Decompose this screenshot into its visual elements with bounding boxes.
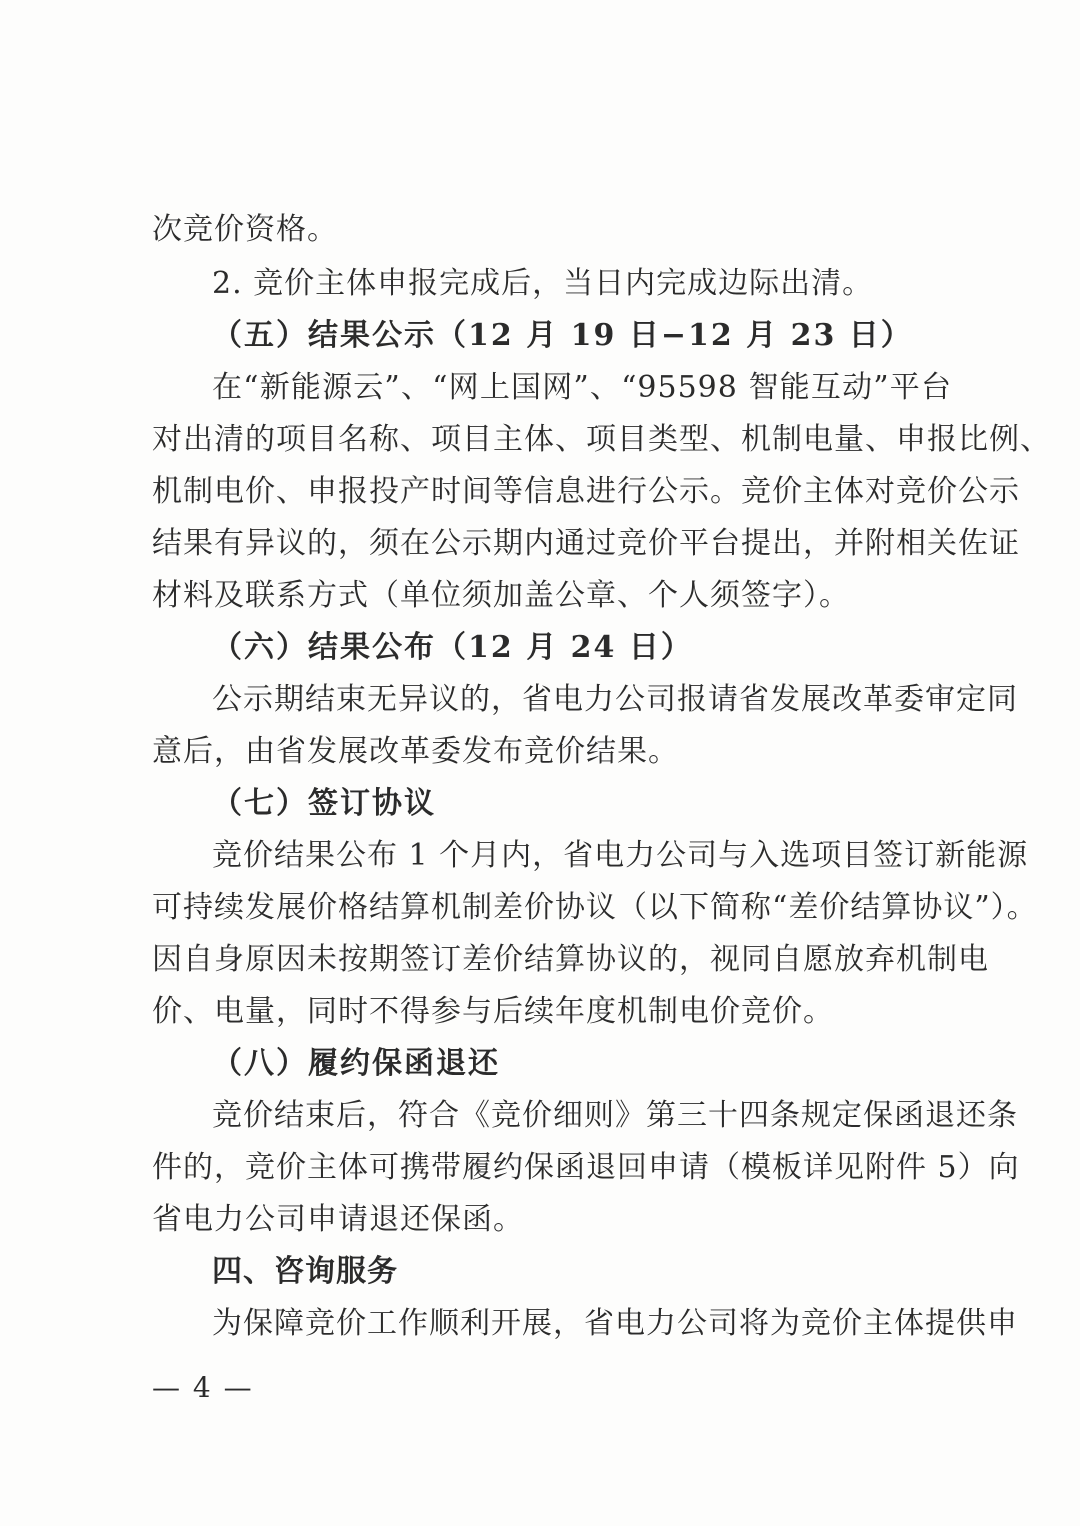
paragraph-line: 因自身原因未按期签订差价结算协议的，视同自愿放弃机制电 [152,942,989,977]
paragraph-line: 意后，由省发展改革委发布竞价结果。 [152,734,679,769]
paragraph-line: 省电力公司申请退还保函。 [152,1202,524,1237]
paragraph-line: 价、电量，同时不得参与后续年度机制电价竞价。 [152,994,834,1029]
paragraph-line: 公示期结束无异议的，省电力公司报请省发展改革委审定同 [212,682,1018,717]
paragraph-line: 对出清的项目名称、项目主体、项目类型、机制电量、申报比例、 [152,422,1051,457]
paragraph-line: 次竞价资格。 [152,212,338,247]
section-heading: （八）履约保函退还 [212,1046,500,1081]
paragraph-line: 为保障竞价工作顺利开展，省电力公司将为竞价主体提供申 [212,1306,1018,1341]
chapter-heading: 四、咨询服务 [212,1254,398,1289]
section-heading: （五）结果公示（12 月 19 日−12 月 23 日） [212,318,913,353]
paragraph-line: 结果有异议的，须在公示期内通过竞价平台提出，并附相关佐证 [152,526,1020,561]
paragraph-line: 竞价结束后，符合《竞价细则》第三十四条规定保函退还条 [212,1098,1018,1133]
paragraph-line: 可持续发展价格结算机制差价协议（以下简称“差价结算协议”）。 [152,890,1038,925]
page-number: — 4 — [152,1371,254,1404]
paragraph-line: 在“新能源云”、“网上国网”、“95598 智能互动”平台 [212,370,952,405]
section-heading: （六）结果公布（12 月 24 日） [212,630,693,665]
paragraph-line: 机制电价、申报投产时间等信息进行公示。竞价主体对竞价公示 [152,474,1020,509]
paragraph-line: 2. 竞价主体申报完成后，当日内完成边际出清。 [212,266,874,301]
paragraph-line: 材料及联系方式（单位须加盖公章、个人须签字）。 [152,578,850,613]
section-heading: （七）签订协议 [212,786,436,821]
paragraph-line: 竞价结果公布 1 个月内，省电力公司与入选项目签订新能源 [212,838,1029,873]
paragraph-line: 件的，竞价主体可携带履约保函退回申请（模板详见附件 5）向 [152,1150,1020,1185]
